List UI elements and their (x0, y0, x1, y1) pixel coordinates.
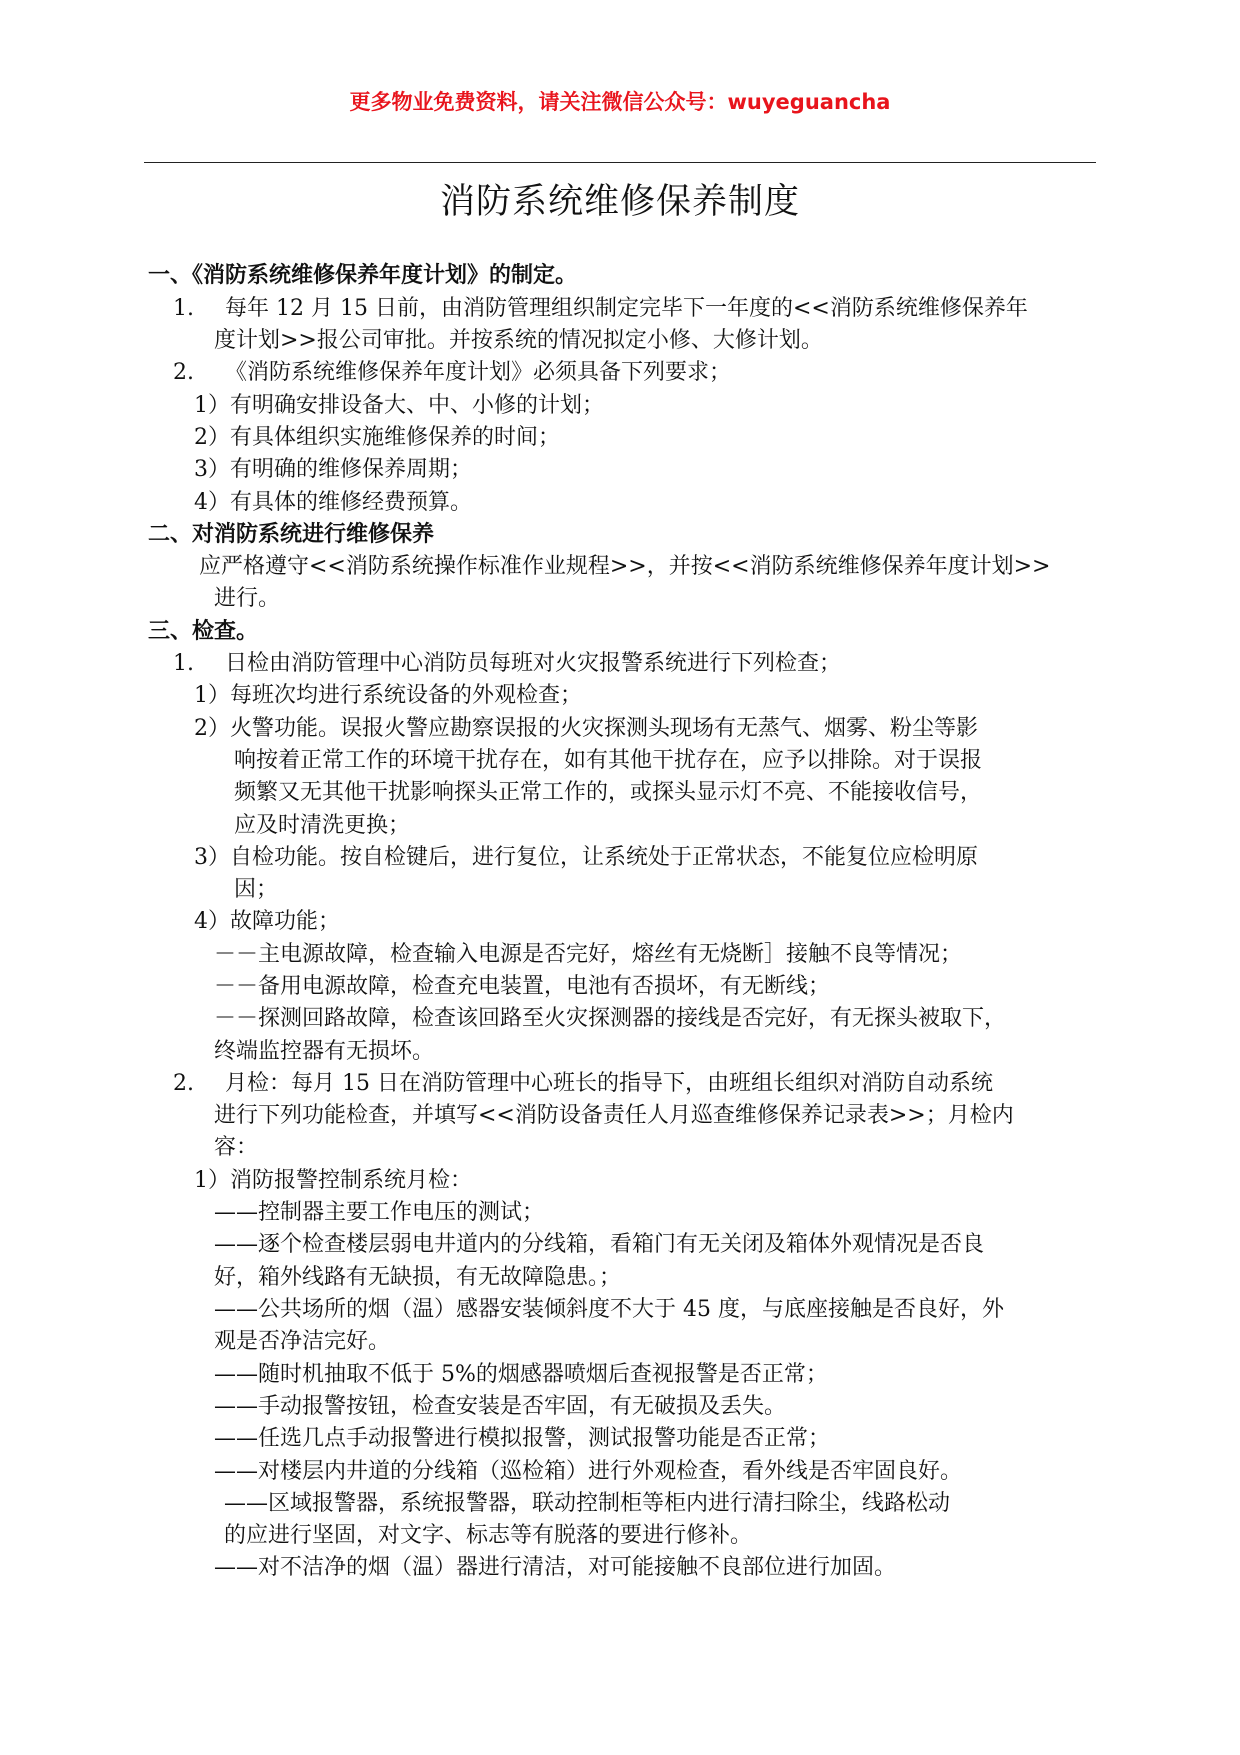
list-item-continued: 应及时清洗更换； (234, 813, 411, 838)
list-item: 1）消防报警控制系统月检： (194, 1168, 472, 1193)
list-item: 3）自检功能。按自检键后，进行复位，让系统处于正常状态，不能复位应检明原 (194, 845, 978, 870)
list-number: 2. (173, 1071, 194, 1096)
header-divider (144, 162, 1096, 163)
dash-item: ——随时机抽取不低于 5%的烟感器喷烟后查视报警是否正常； (214, 1362, 828, 1387)
paragraph-line: 2. 《消防系统维修保养年度计划》必须具备下列要求； (173, 357, 731, 389)
dash-item: －－备用电源故障，检查充电装置，电池有否损坏，有无断线； (214, 974, 831, 999)
list-item: 2）有具体组织实施维修保养的时间； (194, 425, 560, 450)
dash-item-continued: 终端监控器有无损坏。 (214, 1039, 435, 1064)
paragraph-line: 2. 月检：每月 15 日在消防管理中心班长的指导下，由班组长组织对消防自动系统 (173, 1068, 993, 1100)
paragraph-line: 1. 每年 12 月 15 日前，由消防管理组织制定完毕下一年度的<<消防系统维修保养年 (173, 293, 1028, 325)
dash-item: ——对不洁净的烟（温）器进行清洁，对可能接触不良部位进行加固。 (214, 1555, 897, 1580)
list-item: 1）每班次均进行系统设备的外观检查； (194, 683, 582, 708)
section-heading-3: 三、检查。 (148, 619, 259, 644)
dash-item-continued: 观是否净洁完好。 (214, 1329, 391, 1354)
list-item: 2）火警功能。误报火警应勘察误报的火灾探测头现场有无蒸气、烟雾、粉尘等影 (194, 716, 978, 741)
dash-item: ——区域报警器，系统报警器，联动控制柜等柜内进行清扫除尘，线路松动 (224, 1491, 951, 1516)
dash-item: ——逐个检查楼层弱电井道内的分线箱，看箱门有无关闭及箱体外观情况是否良 (214, 1232, 985, 1257)
list-item: 4）有具体的维修经费预算。 (194, 490, 472, 515)
paragraph-line: 容： (214, 1135, 259, 1160)
document-title: 消防系统维修保养制度 (439, 182, 800, 222)
paragraph-line: 应严格遵守<<消防系统操作标准作业规程>>，并按<<消防系统维修保养年度计划>> (199, 554, 1051, 579)
dash-item: －－探测回路故障，检查该回路至火灾探测器的接线是否完好，有无探头被取下， (214, 1006, 1007, 1031)
promo-banner: 更多物业免费资料，请关注微信公众号：wuyeguancha (349, 90, 891, 114)
list-item: 1）有明确安排设备大、中、小修的计划； (194, 393, 604, 418)
paragraph-line: 度计划>>报公司审批。并按系统的情况拟定小修、大修计划。 (214, 328, 823, 353)
dash-item: ——任选几点手动报警进行模拟报警，测试报警功能是否正常； (214, 1426, 831, 1451)
list-number: 1. (173, 296, 194, 321)
paragraph-line: 1. 日检由消防管理中心消防员每班对火灾报警系统进行下列检查； (173, 648, 841, 680)
dash-item: ——公共场所的烟（温）感器安装倾斜度不大于 45 度，与底座接触是否良好，外 (214, 1297, 1004, 1322)
dash-item-continued: 的应进行坚固，对文字、标志等有脱落的要进行修补。 (224, 1523, 753, 1548)
dash-item: ——对楼层内井道的分线箱（巡检箱）进行外观检查，看外线是否牢固良好。 (214, 1459, 963, 1484)
list-item: 3）有明确的维修保养周期； (194, 457, 472, 482)
section-heading-1: 一、《消防系统维修保养年度计划》的制定。 (148, 263, 578, 288)
dash-item: ——手动报警按钮，检查安装是否牢固，有无破损及丢失。 (214, 1394, 787, 1419)
paragraph-line: 进行。 (214, 586, 281, 611)
list-item-continued: 响按着正常工作的环境干扰存在，如有其他干扰存在，应予以排除。对于误报 (234, 748, 983, 773)
list-item: 4）故障功能； (194, 909, 340, 934)
list-item-continued: 频繁又无其他干扰影响探头正常工作的，或探头显示灯不亮、不能接收信号， (234, 780, 983, 805)
paragraph-line: 进行下列功能检查，并填写<<消防设备责任人月巡查维修保养记录表>>；月检内 (214, 1103, 1014, 1128)
dash-item: ——控制器主要工作电压的测试； (214, 1200, 545, 1225)
list-number: 1. (173, 651, 194, 676)
list-item-continued: 因； (234, 877, 279, 902)
dash-item: －－主电源故障，检查输入电源是否完好，熔丝有无烧断］接触不良等情况； (214, 942, 963, 967)
dash-item-continued: 好，箱外线路有无缺损，有无故障隐患。； (214, 1265, 622, 1290)
list-number: 2. (173, 360, 194, 385)
section-heading-2: 二、对消防系统进行维修保养 (148, 522, 435, 547)
